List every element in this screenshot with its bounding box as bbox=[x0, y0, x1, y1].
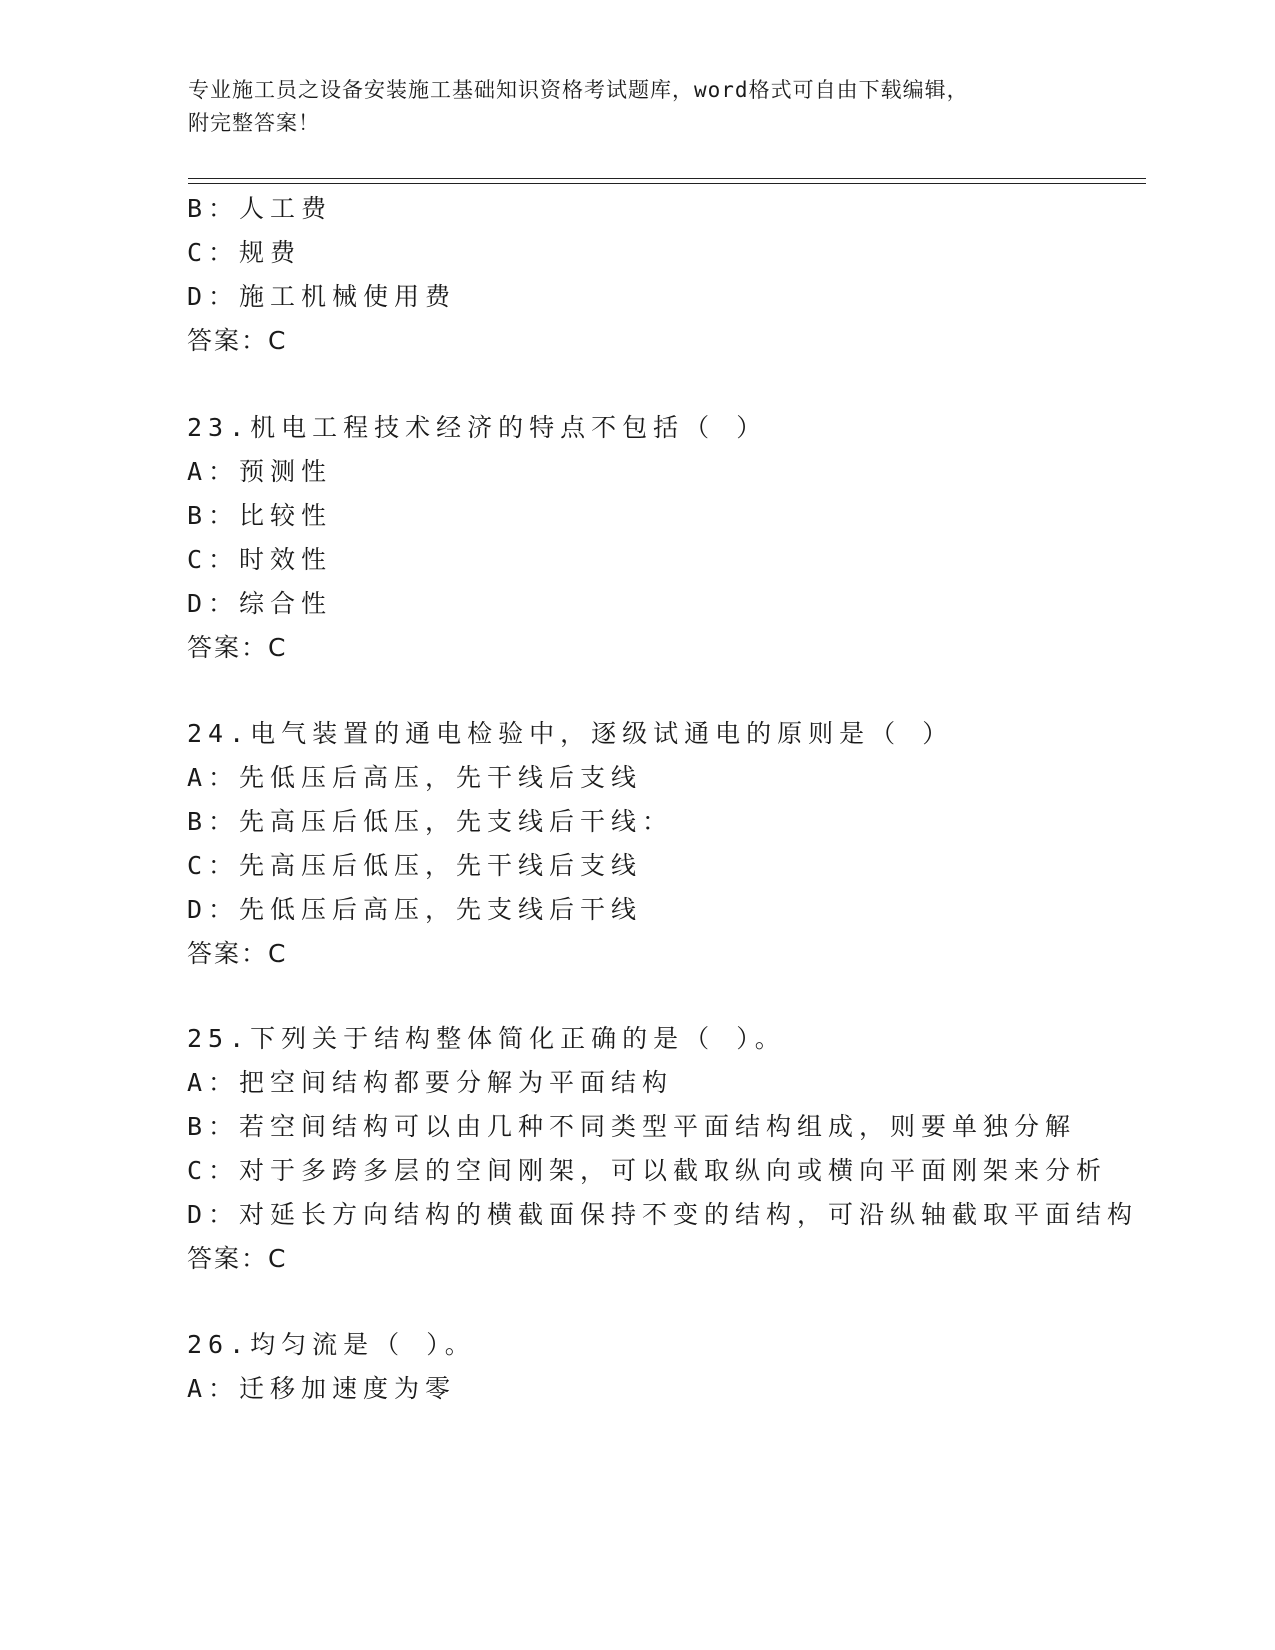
q23-answer: 答案：C bbox=[187, 633, 288, 662]
q23-stem: 23.机电工程技术经济的特点不包括（ ） bbox=[187, 413, 768, 442]
q25-stem: 25.下列关于结构整体简化正确的是（ ）。 bbox=[187, 1024, 786, 1053]
q23-option-c: C：时效性 bbox=[187, 545, 333, 574]
q26-option-a: A：迁移加速度为零 bbox=[187, 1374, 457, 1403]
header-divider-top bbox=[188, 178, 1146, 179]
q26-stem: 26.均匀流是（ ）。 bbox=[187, 1330, 476, 1359]
q23-option-b: B：比较性 bbox=[187, 501, 333, 530]
q22-option-c: C：规费 bbox=[187, 238, 302, 267]
q22-answer: 答案：C bbox=[187, 326, 288, 355]
header-line-2: 附完整答案！ bbox=[188, 111, 320, 135]
q25-option-c: C：对于多跨多层的空间刚架，可以截取纵向或横向平面刚架来分析 bbox=[187, 1156, 1108, 1185]
q25-option-d: D：对延长方向结构的横截面保持不变的结构，可沿纵轴截取平面结构 bbox=[187, 1200, 1139, 1229]
q24-option-d: D：先低压后高压，先支线后干线 bbox=[187, 895, 643, 924]
header-line-1: 专业施工员之设备安装施工基础知识资格考试题库，word格式可自由下载编辑， bbox=[188, 78, 969, 102]
q24-stem: 24.电气装置的通电检验中，逐级试通电的原则是（ ） bbox=[187, 719, 954, 748]
q23-option-a: A：预测性 bbox=[187, 457, 333, 486]
q25-answer: 答案：C bbox=[187, 1244, 288, 1273]
q22-option-b: B：人工费 bbox=[187, 194, 333, 223]
q25-option-a: A：把空间结构都要分解为平面结构 bbox=[187, 1068, 674, 1097]
q24-option-b: B：先高压后低压，先支线后干线： bbox=[187, 807, 674, 836]
q25-option-b: B：若空间结构可以由几种不同类型平面结构组成，则要单独分解 bbox=[187, 1112, 1077, 1141]
q24-answer: 答案：C bbox=[187, 939, 288, 968]
q24-option-a: A：先低压后高压，先干线后支线 bbox=[187, 763, 643, 792]
document-header bbox=[188, 74, 1088, 140]
header-divider-bottom bbox=[188, 183, 1146, 184]
q23-option-d: D：综合性 bbox=[187, 589, 333, 618]
q22-option-d: D：施工机械使用费 bbox=[187, 282, 457, 311]
q24-option-c: C：先高压后低压，先干线后支线 bbox=[187, 851, 643, 880]
